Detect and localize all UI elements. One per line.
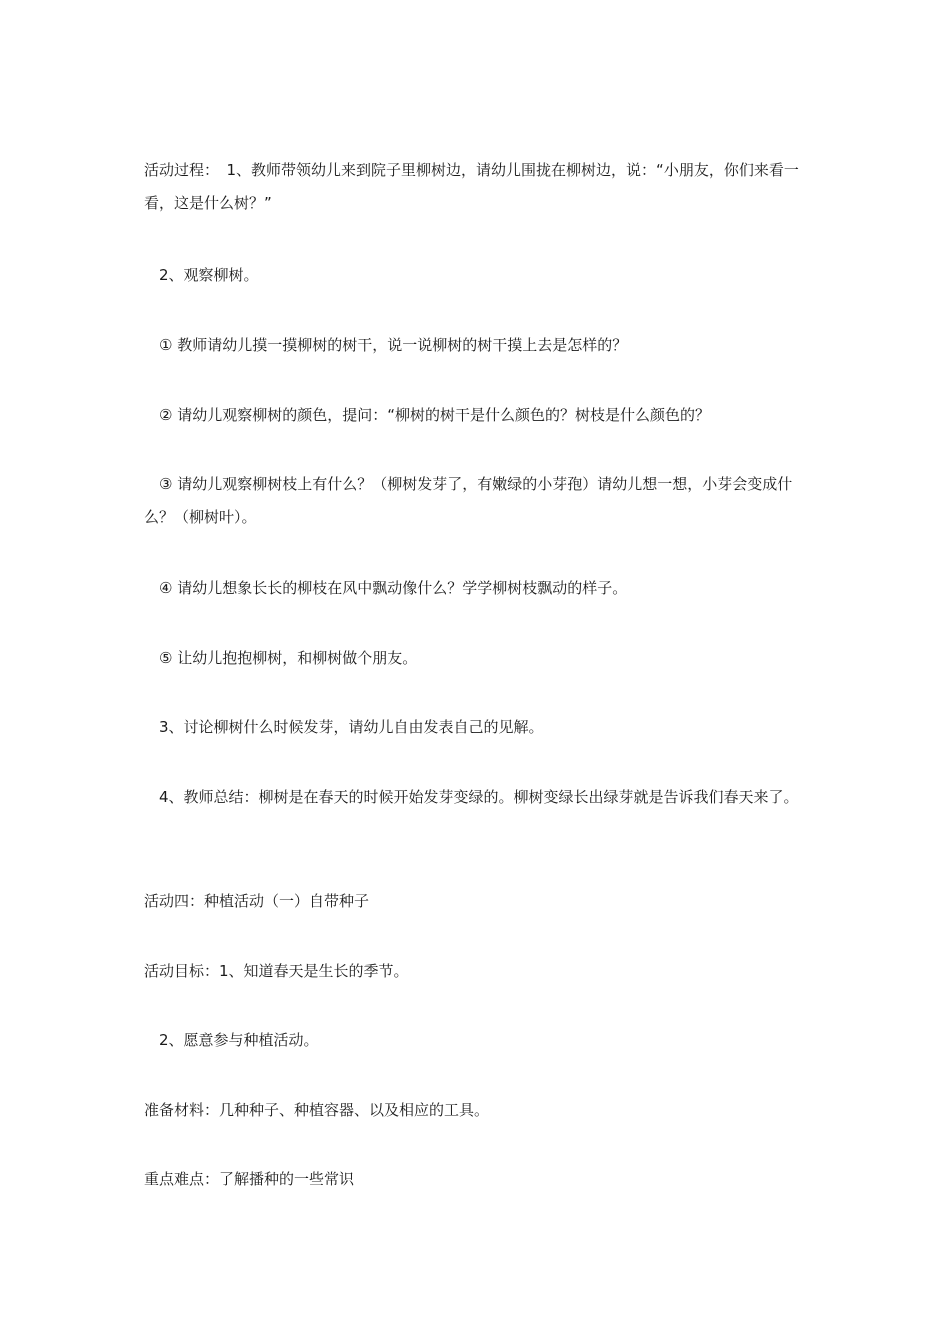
- paragraph-materials: 准备材料：几种种子、种植容器、以及相应的工具。: [144, 1101, 490, 1119]
- paragraph-substep-3: ③ 请幼儿观察柳树枝上有什么？（柳树发芽了，有嫩绿的小芽孢）请幼儿想一想，小芽会变成什么？（柳树叶）。: [144, 475, 793, 526]
- paragraph-activity-process: 活动过程： 1、教师带领幼儿来到院子里柳树边，请幼儿围拢在柳树边，说：“小朋友，你们来看一看，这是什么树？”: [144, 161, 799, 212]
- paragraph-substep-2: ② 请幼儿观察柳树的颜色，提问：“柳树的树干是什么颜色的？树枝是什么颜色的？: [144, 406, 710, 424]
- paragraph-goal-2: 2、愿意参与种植活动。: [144, 1031, 319, 1049]
- paragraph-substep-1: ① 教师请幼儿摸一摸柳树的树干，说一说柳树的树干摸上去是怎样的？: [144, 336, 628, 354]
- paragraph-substep-5: ⑤ 让幼儿抱抱柳树，和柳树做个朋友。: [144, 649, 418, 667]
- paragraph-key-points: 重点难点：了解播种的一些常识: [144, 1170, 355, 1188]
- paragraph-substep-4: ④ 请幼儿想象长长的柳枝在风中飘动像什么？学学柳树枝飘动的样子。: [144, 579, 628, 597]
- paragraph-activity-goal: 活动目标：1、知道春天是生长的季节。: [144, 962, 409, 980]
- paragraph-activity-four-title: 活动四：种植活动（一）自带种子: [144, 892, 370, 910]
- paragraph-step-3: 3、讨论柳树什么时候发芽，请幼儿自由发表自己的见解。: [144, 718, 544, 736]
- paragraph-step-4: 4、教师总结：柳树是在春天的时候开始发芽变绿的。柳树变绿长出绿芽就是告诉我们春天来了。: [144, 788, 799, 806]
- paragraph-step-2: 2、观察柳树。: [144, 266, 259, 284]
